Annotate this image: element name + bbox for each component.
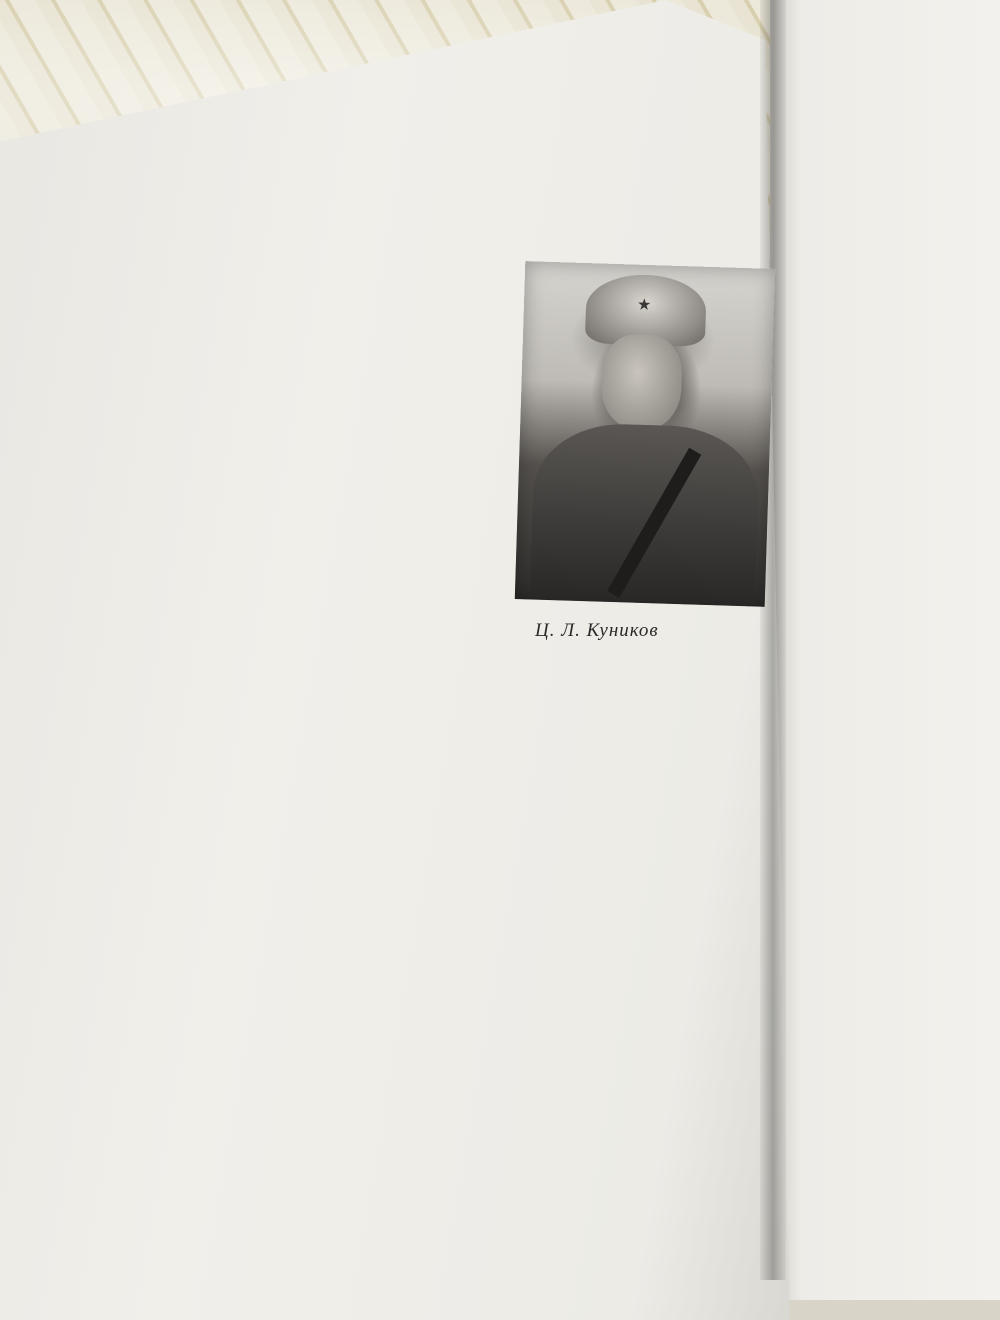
photo-caption: Ц. Л. Куников	[535, 620, 659, 641]
portrait-coat	[530, 422, 760, 604]
right-page	[770, 0, 1000, 1300]
portrait-photo	[515, 261, 775, 607]
book-gutter	[760, 0, 786, 1280]
star-icon: ★	[636, 294, 652, 315]
portrait-face	[600, 334, 683, 431]
